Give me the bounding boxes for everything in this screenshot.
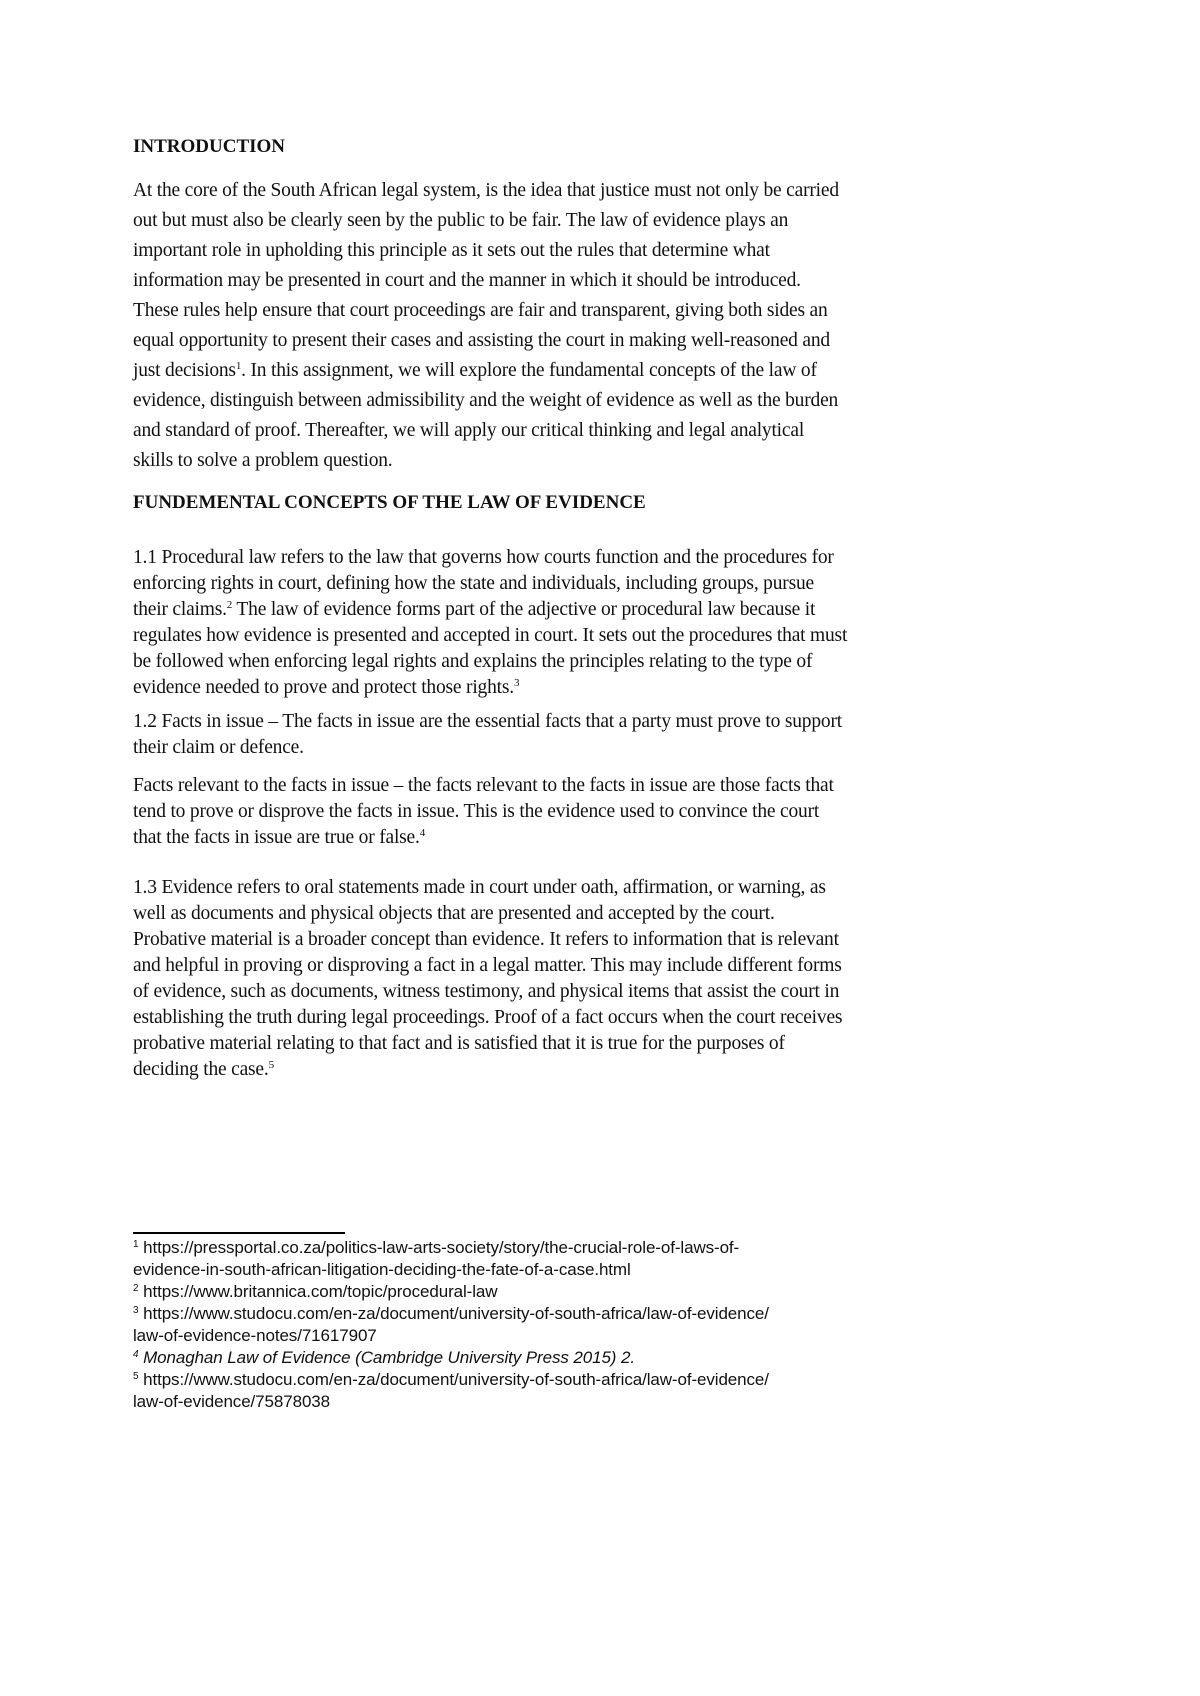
footnote-number: 1 <box>133 1239 139 1250</box>
footnote-number: 4 <box>133 1349 139 1360</box>
footnote-link[interactable]: https://www.britannica.com/topic/procedural-law <box>143 1282 498 1301</box>
footnote-citation: Monaghan Law of Evidence (Cambridge University Press 2015) 2. <box>143 1348 635 1367</box>
footnote-link[interactable]: https://www.studocu.com/en-za/document/university-of-south-africa/law-of-evidence/ <box>143 1370 769 1389</box>
footnote-separator <box>133 1232 345 1234</box>
text-segment: evidence needed to prove and protect those rights. <box>133 677 514 698</box>
paragraph-1-3 <box>133 875 842 1083</box>
footnote-number: 2 <box>133 1283 139 1294</box>
text-segment: The law of evidence forms part of the adjective or procedural law because it <box>232 599 816 620</box>
text-line: of evidence, such as documents, witness testimony, and physical items that assist the court in <box>133 981 840 1002</box>
text-segment: that the facts in issue are true or false. <box>133 827 420 848</box>
text-line: tend to prove or disprove the facts in issue. This is the evidence used to convince the court <box>133 801 820 822</box>
paragraph-1-1 <box>133 545 847 701</box>
text-segment: deciding the case. <box>133 1059 269 1080</box>
text-line: and helpful in proving or disproving a fact in a legal matter. This may include different forms <box>133 955 842 976</box>
footnotes <box>133 1237 769 1413</box>
text-line: important role in upholding this principle as it sets out the rules that determine what <box>133 240 770 261</box>
text-line: Probative material is a broader concept than evidence. It refers to information that is relevant <box>133 929 839 950</box>
footnote-3 <box>133 1303 769 1325</box>
text-line: At the core of the South African legal system, is the idea that justice must not only be carried <box>133 180 839 201</box>
text-line: equal opportunity to present their cases and assisting the court in making well-reasoned and <box>133 330 830 351</box>
text-line <box>133 1057 842 1083</box>
footnote-2 <box>133 1281 769 1303</box>
footnote-5 <box>133 1369 769 1391</box>
text-line: Facts relevant to the facts in issue – the facts relevant to the facts in issue are those facts that <box>133 775 834 796</box>
footnote-reference[interactable]: 2 <box>226 599 233 611</box>
introduction-heading: INTRODUCTION <box>133 136 286 157</box>
footnote-reference[interactable]: 1 <box>235 360 242 372</box>
footnote-reference[interactable]: 3 <box>513 677 520 689</box>
text-line: regulates how evidence is presented and accepted in court. It sets out the procedures that must <box>133 625 848 646</box>
text-line: 1.1 Procedural law refers to the law that governs how courts function and the procedures for <box>133 547 834 568</box>
text-line: out but must also be clearly seen by the public to be fair. The law of evidence plays an <box>133 210 789 231</box>
text-line: skills to solve a problem question. <box>133 450 393 471</box>
footnote-3-cont[interactable]: law-of-evidence-notes/71617907 <box>133 1326 377 1345</box>
text-line: evidence, distinguish between admissibility and the weight of evidence as well as the burden <box>133 390 839 411</box>
text-line: and standard of proof. Thereafter, we will apply our critical thinking and legal analytical <box>133 420 805 441</box>
footnote-reference[interactable]: 5 <box>268 1059 274 1071</box>
footnote-number: 3 <box>133 1305 139 1316</box>
text-line: 1.2 Facts in issue – The facts in issue are the essential facts that a party must prove to support <box>133 711 842 732</box>
footnote-reference[interactable]: 4 <box>419 827 426 839</box>
footnote-1 <box>133 1237 769 1259</box>
text-line: 1.3 Evidence refers to oral statements made in court under oath, affirmation, or warning, as <box>133 877 826 898</box>
footnote-5-cont[interactable]: law-of-evidence/75878038 <box>133 1392 331 1411</box>
text-line <box>133 825 834 851</box>
footnote-number: 5 <box>133 1371 139 1382</box>
text-segment: their claims. <box>133 599 227 620</box>
text-line <box>133 675 847 701</box>
footnote-link[interactable]: https://pressportal.co.za/politics-law-arts-society/story/the-crucial-role-of-laws-of- <box>143 1238 740 1257</box>
paragraph-facts-relevant <box>133 773 834 851</box>
concepts-heading: FUNDEMENTAL CONCEPTS OF THE LAW OF EVIDENCE <box>133 492 646 513</box>
text-line: These rules help ensure that court proceedings are fair and transparent, giving both sides an <box>133 300 828 321</box>
text-line: information may be presented in court and the manner in which it should be introduced. <box>133 270 801 291</box>
footnote-1-cont[interactable]: evidence-in-south-african-litigation-deciding-the-fate-of-a-case.html <box>133 1260 631 1279</box>
introduction-paragraph <box>133 176 839 476</box>
text-line: enforcing rights in court, defining how the state and individuals, including groups, pursue <box>133 573 814 594</box>
text-line <box>133 356 839 386</box>
text-segment: just decisions <box>133 360 236 381</box>
text-line: probative material relating to that fact and is satisfied that it is true for the purposes of <box>133 1033 785 1054</box>
text-line: well as documents and physical objects that are presented and accepted by the court. <box>133 903 775 924</box>
paragraph-1-2 <box>133 709 842 761</box>
text-segment: . In this assignment, we will explore the fundamental concepts of the law of <box>241 360 817 381</box>
text-line: establishing the truth during legal proceedings. Proof of a fact occurs when the court receives <box>133 1007 843 1028</box>
text-line: their claim or defence. <box>133 737 304 758</box>
footnote-4 <box>133 1347 769 1369</box>
footnote-link[interactable]: https://www.studocu.com/en-za/document/university-of-south-africa/law-of-evidence/ <box>143 1304 769 1323</box>
text-line <box>133 597 847 623</box>
text-line: be followed when enforcing legal rights and explains the principles relating to the type of <box>133 651 813 672</box>
